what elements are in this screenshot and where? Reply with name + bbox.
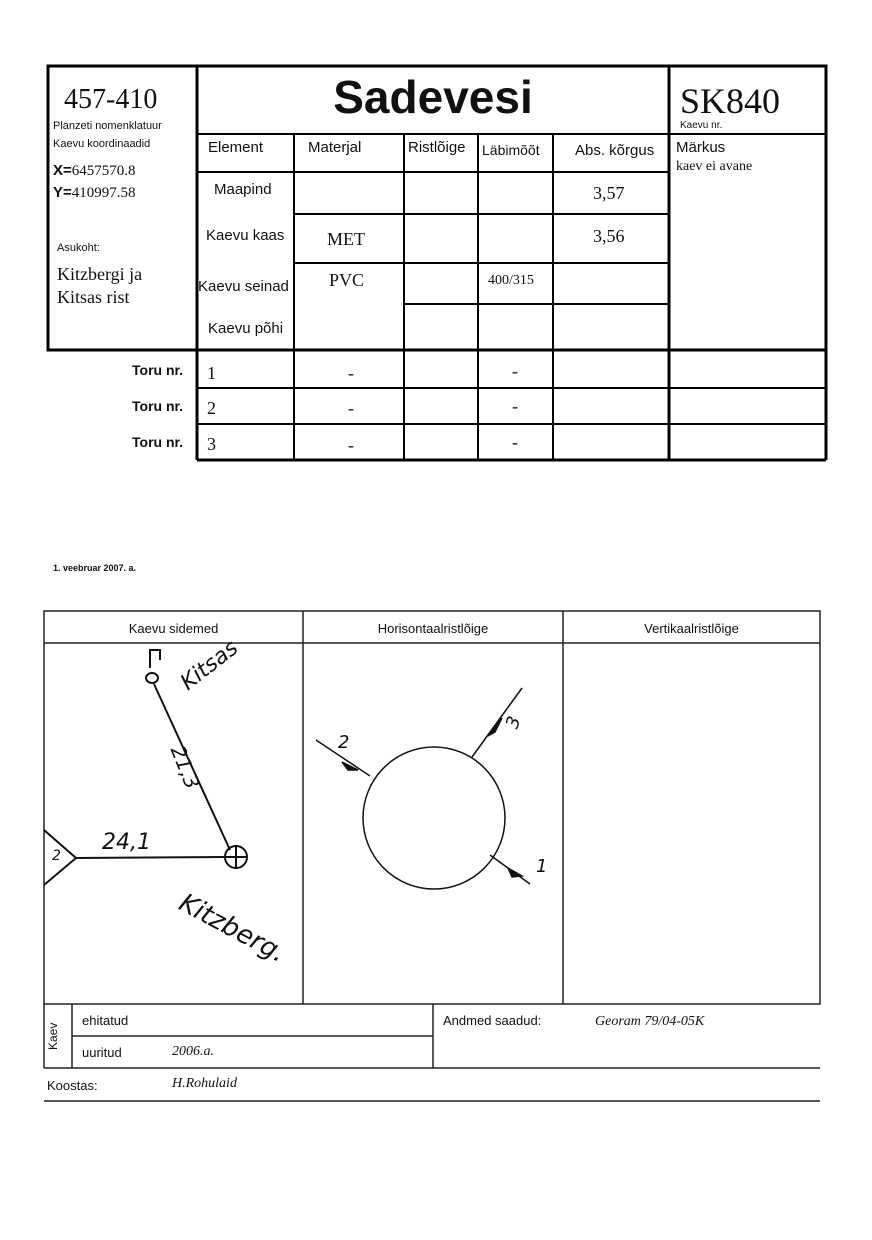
data-source-label: Andmed saadud: xyxy=(443,1013,542,1028)
pipe-material: - xyxy=(348,363,354,383)
location-line-2: Kitsas rist xyxy=(57,287,130,307)
sketch-title-vertical: Vertikaalristlõige xyxy=(644,621,739,636)
coords-label: Kaevu koordinaadid xyxy=(53,138,151,150)
column-header-diameter: Läbimõõt xyxy=(482,142,540,158)
column-header-element: Element xyxy=(208,139,264,156)
column-header-cross-section: Ristlõige xyxy=(408,139,466,156)
row-diameter: 400/315 xyxy=(488,273,534,288)
row-element: Kaevu seinad xyxy=(198,278,289,295)
row-element: Maapind xyxy=(214,181,272,198)
pipe-label: Toru nr. xyxy=(132,362,184,378)
remarks-label: Märkus xyxy=(676,139,726,156)
compiled-label: Koostas: xyxy=(47,1078,98,1093)
location-line-1: Kitzbergi ja xyxy=(57,264,143,284)
node-label-2: 2 xyxy=(52,848,61,864)
remarks-text: kaev ei avane xyxy=(676,159,753,174)
pipe-label: Toru nr. xyxy=(132,434,184,450)
column-header-abs-height: Abs. kõrgus xyxy=(575,142,655,159)
pipe-number: 2 xyxy=(207,398,216,418)
pipe-diameter: - xyxy=(512,396,518,416)
surveyed-label: uuritud xyxy=(82,1045,122,1060)
pipe-diameter: - xyxy=(512,432,518,452)
nomenclature-value: 457-410 xyxy=(64,84,158,115)
row-abs-height: 3,57 xyxy=(593,183,625,203)
horizontal-cross-section-drawing xyxy=(316,688,530,889)
row-element: Kaevu kaas xyxy=(206,227,285,244)
pipe-number: 3 xyxy=(207,434,216,454)
pipe-label-1: 1 xyxy=(536,856,548,877)
page-title: Sadevesi xyxy=(333,71,533,123)
sketch-title-horizontal: Horisontaalristlõige xyxy=(377,621,489,636)
street-label-kitzbergi: Kitzberg. xyxy=(173,888,291,969)
nomenclature-label: Planzeti nomenklatuur xyxy=(53,120,162,132)
kaev-label: Kaev xyxy=(46,1022,60,1050)
pipe-label: Toru nr. xyxy=(132,398,184,414)
distance-label-1: 21,3 xyxy=(165,742,205,793)
well-number-label: Kaevu nr. xyxy=(680,120,723,131)
pipe-number: 1 xyxy=(207,363,216,383)
document-date: 1. veebruar 2007. a. xyxy=(53,563,137,573)
row-abs-height: 3,56 xyxy=(593,226,625,246)
pipe-diameter: - xyxy=(512,361,518,381)
row-material: PVC xyxy=(329,270,365,290)
well-number-value: SK840 xyxy=(680,81,781,121)
data-source-value: Georam 79/04-05K xyxy=(595,1014,705,1029)
pipe-material: - xyxy=(348,435,354,455)
pipe-label-3: 3 xyxy=(501,713,526,732)
sketch-title-connections: Kaevu sidemed xyxy=(128,621,219,636)
x-coordinate: X=6457570.8 xyxy=(53,162,136,179)
location-label: Asukoht: xyxy=(57,242,100,254)
row-element: Kaevu põhi xyxy=(208,320,284,337)
pipe-material: - xyxy=(348,398,354,418)
pipe-label-2: 2 xyxy=(338,732,350,753)
column-header-material: Materjal xyxy=(308,139,362,156)
compiled-value: H.Rohulaid xyxy=(172,1076,237,1091)
built-label: ehitatud xyxy=(82,1013,129,1028)
street-label-kitsas: Kitsas xyxy=(176,635,244,696)
surveyed-value: 2006.a. xyxy=(172,1044,214,1059)
distance-label-2: 24,1 xyxy=(102,830,151,855)
row-material: MET xyxy=(327,229,365,249)
y-coordinate: Y=410997.58 xyxy=(53,184,136,201)
